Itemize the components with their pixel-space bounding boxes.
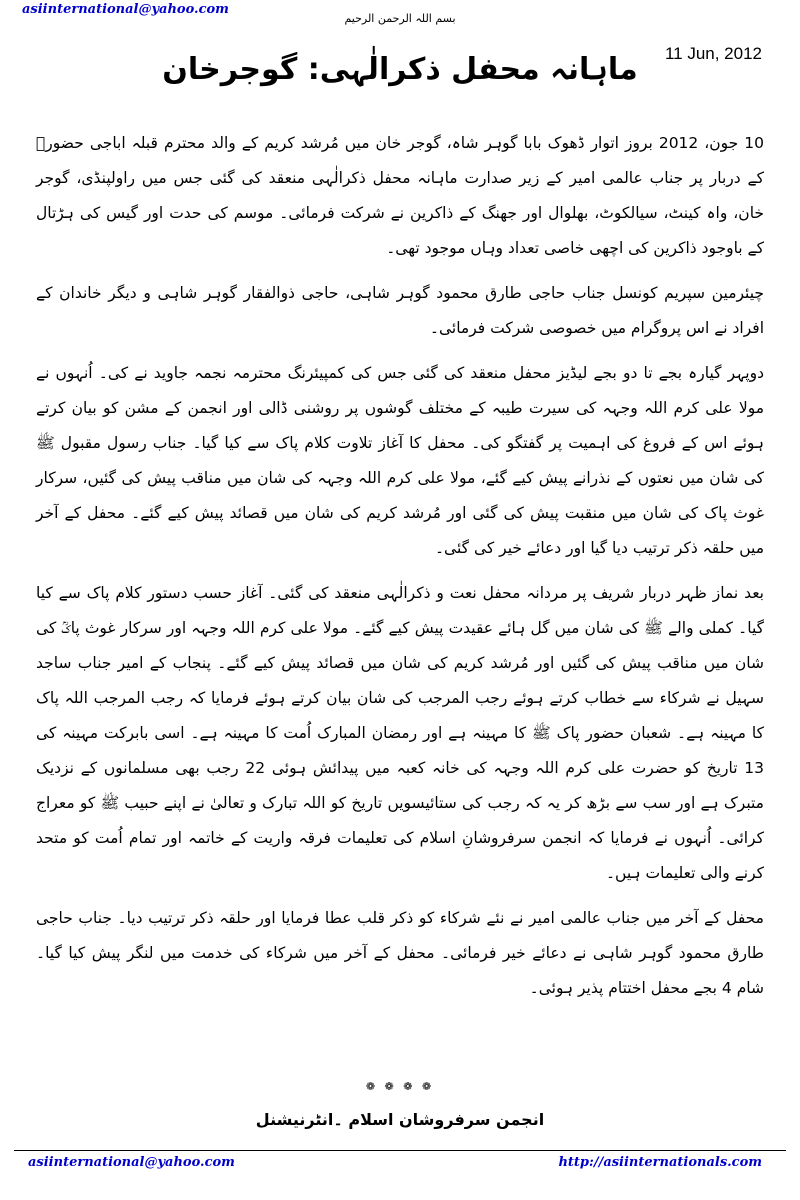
paragraph-2: چیئرمین سپریم کونسل جناب حاجی طارق محمود گوہر شاہی، حاجی ذوالفقار گوہر شاہی و دیگر خاندان کے افراد نے اس پروگرام میں خصوصی شرکت فرمائی۔: [36, 284, 764, 337]
paragraph-3: دوپہر گیارہ بجے تا دو بجے لیڈیز محفل منعقد کی گئی جس کی کمپیئرنگ محترمہ نجمہ جاوید نے کی۔ اُنہوں نے مولا علی کرم اللہ وجہہ کی سیرت طیبہ کے مختلف گوشوں پر روشنی ڈالی اور انجمن کے مشن کو بیان کرتے ہوئے اس کے فروغ کی اہمیت پر گفتگو کی۔ محفل کا آغاز تلاوت کلام پاک سے کیا گیا۔ جناب رسول مقبول ﷺ کی شان میں نعتوں کے نذرانے پیش کیے گئے، مولا علی کرم اللہ وجہہ کی شان میں مناقب پیش کی گئیں، سرکار غوث پاک کی شان میں منقبت پیش کی گئی اور مُرشد کریم کی شان میں قصائد پیش کیے گئے۔ محفل کے آخر میں حلقہ ذکر ترتیب دیا گیا اور دعائے خیر کی گئی۔: [36, 364, 764, 557]
header-email: asiinternational@yahoo.com: [22, 2, 229, 17]
footer-email[interactable]: asiinternational@yahoo.com: [28, 1155, 235, 1170]
footer-url-link[interactable]: http://asiinternationals.com: [558, 1155, 762, 1170]
article-body: [36, 126, 764, 1016]
decorative-stars: ❁ ❁ ❁ ❁: [365, 1080, 435, 1093]
paragraph-5: محفل کے آخر میں جناب عالمی امیر نے نئے شرکاء کو ذکر قلب عطا فرمایا اور حلقہ ذکر ترتیب دیا۔ جناب حاجی طارق محمود گوہر شاہی نے دعائے خیر فرمائی۔ محفل کے آخر میں شرکاء کی خدمت میں لنگر پیش کیا گیا۔ شام 4 بجے محفل اختتام پذیر ہوئی۔: [36, 909, 764, 997]
paragraph-4: بعد نماز ظہر دربار شریف پر مردانہ محفل نعت و ذکرالٰہی منعقد کی گئی۔ آغاز حسب دستور کلام پاک سے کیا گیا۔ کملی والے ﷺ کی شان میں گل ہائے عقیدت پیش کیے گئے۔ مولا علی کرم اللہ وجہہ اور سرکار غوث پاکؒ کی شان میں مناقب پیش کی گئیں اور مُرشد کریم کی شان میں قصائد پیش کیے گئے۔ پنجاب کے امیر جناب ساجد سہیل نے شرکاء سے خطاب کرتے ہوئے رجب المرجب کی شان بیان کرتے ہوئے فرمایا کہ رجب المرجب اللہ پاک کا مہینہ ہے۔ شعبان حضور پاک ﷺ کا مہینہ ہے اور رمضان المبارک اُمت کا مہینہ ہے۔ اسی بابرکت مہینہ کی 13 تاریخ کو حضرت علی کرم اللہ وجہہ کی خانہ کعبہ میں پیدائش ہوئی 22 رجب بھی مسلمانوں کے نزدیک متبرک ہے اور سب سے بڑھ کر یہ کہ رجب کی ستائیسویں تاریخ کو اللہ تبارک و تعالیٰ نے اپنے حبیب ﷺ کو معراج کرائی۔ اُنہوں نے فرمایا کہ انجمن سرفروشانِ اسلام کی تعلیمات فرقہ واریت کے خاتمہ اور تمام اُمت کو متحد کرنے والی تعلیمات ہیں۔: [36, 584, 764, 882]
article-date: 11 Jun, 2012: [664, 44, 762, 63]
article-title: ماہانہ محفل ذکرالٰہی: گوجرخان: [162, 52, 638, 87]
organization-name: انجمن سرفروشان اسلام ۔انٹرنیشنل: [255, 1110, 545, 1129]
paragraph-1: 10 جون، 2012 بروز اتوار ڈھوک بابا گوہر شاہ، گوجر خان میں مُرشد کریم کے والد محترم قبلہ اباجی حضورؒ کے دربار پر جناب عالمی امیر کے زیر صدارت ماہانہ محفل ذکرالٰہی منعقد کی گئی جس میں راولپنڈی، گوجر خان، واہ کینٹ، سیالکوٹ، بھلوال اور جھنگ کے ذاکرین نے شرکت فرمائی۔ موسم کی حدت اور گیس کی ہڑتال کے باوجود ذاکرین کی اچھی خاصی تعداد وہاں موجود تھی۔: [36, 134, 764, 257]
bismillah-heading: بسم اللہ الرحمن الرحیم: [344, 12, 456, 25]
footer-divider: [14, 1150, 786, 1151]
